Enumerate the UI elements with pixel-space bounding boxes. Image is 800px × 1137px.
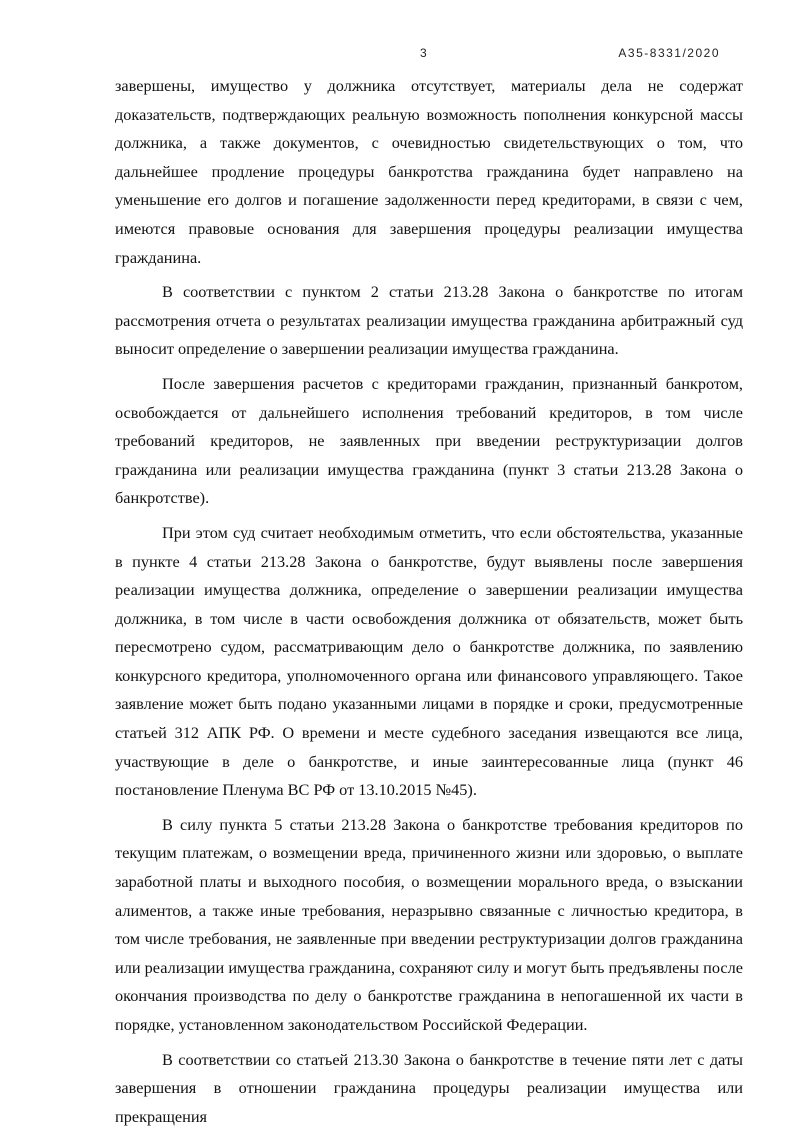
paragraph-article-213-28-p5: В силу пункта 5 статьи 213.28 Закона о банкротстве требования кредиторов по текущим платежам, о возмещении вреда, причиненного жизни или здоровью, о выплате заработной платы и выходного пособия, о возмещении морального вреда, о взыскании алиментов, а также иные требования, неразрывно связанные с личностью кредитора, в том числе требования, не заявленные при введении реструктуризации долгов гражданина или реализации имущества гражданина, сохраняют силу и могут быть предъявлены после окончания производства по делу о банкротстве гражданина в непогашенной их части в порядке, установленном законодательством Российской Федерации. [115,814,743,1034]
paragraph-article-213-28-p2: В соответствии с пунктом 2 статьи 213.28 Закона о банкротстве по итогам рассмотрения отчета о результатах реализации имущества гражданина арбитражный суд выносит определение о завершении реализации имущества гражданина. [115,282,743,359]
paragraph-release-from-obligations: После завершения расчетов с кредиторами гражданин, признанный банкротом, освобождается от дальнейшего исполнения требований кредиторов, в том числе требований кредиторов, не заявленных при введении реструктуризации долгов гражданина или реализации имущества гражданина (пункт 3 статьи 213.28 Закона о банкротстве). [115,373,743,508]
case-number: А35-8331/2020 [618,46,720,60]
paragraph-continuation: завершены, имущество у должника отсутствует, материалы дела не содержат доказательств, подтверждающих реальную возможность пополнения конкурсной массы должника, а также документов, с очевидностью свидетельствующих о том, что дальнейшее продление процедуры банкротства гражданина будет направлено на уменьшение его долгов и погашение задолженности перед кредиторами, в связи с чем, имеются правовые основания для завершения процедуры реализации имущества гражданина. [115,76,743,267]
document-body [115,72,743,1137]
page-number: 3 [420,46,428,60]
paragraph-article-213-30: В соответствии со статьей 213.30 Закона о банкротстве в течение пяти лет с даты завершения в отношении гражданина процедуры реализации имущества или прекращения [115,1049,743,1126]
paragraph-review-of-ruling: При этом суд считает необходимым отметить, что если обстоятельства, указанные в пункте 4 статьи 213.28 Закона о банкротстве, будут выявлены после завершения реализации имущества должника, определение о завершении реализации имущества должника, в том числе в части освобождения должника от обязательств, может быть пересмотрено судом, рассматривающим дело о банкротстве должника, по заявлению конкурсного кредитора, уполномоченного органа или финансового управляющего. Такое заявление может быть подано указанными лицами в порядке и сроки, предусмотренные статьей 312 АПК РФ. О времени и месте судебного заседания извещаются все лица, участвующие в деле о банкротстве, и иные заинтересованные лица (пункт 46 постановление Пленума ВС РФ от 13.10.2015 №45). [115,522,743,800]
